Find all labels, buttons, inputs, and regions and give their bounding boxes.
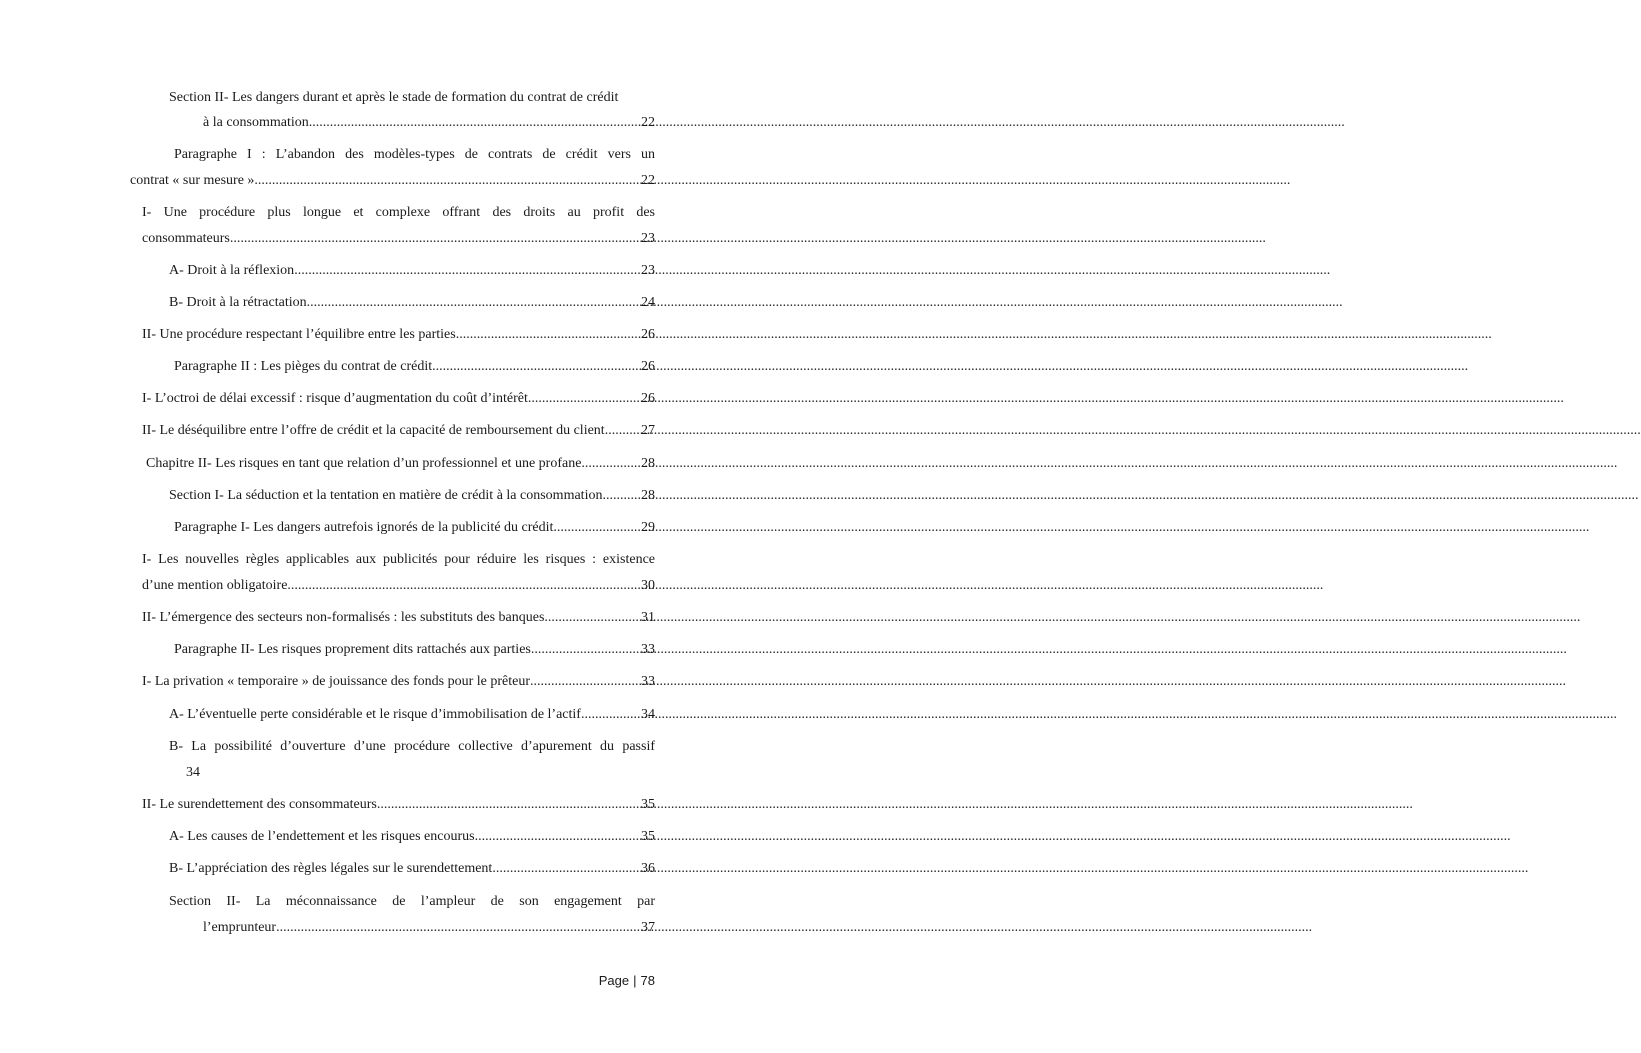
toc-entry-label: A- Droit à la réflexion bbox=[169, 263, 295, 278]
toc-entry-continuation bbox=[130, 172, 655, 190]
toc-entry bbox=[142, 422, 655, 440]
toc-entry bbox=[174, 146, 655, 164]
leader-dots bbox=[432, 358, 639, 376]
page-footer bbox=[599, 973, 655, 988]
toc-page-number: 33 bbox=[641, 674, 655, 689]
toc-page-number: 24 bbox=[641, 295, 655, 310]
toc-page-number: 26 bbox=[641, 391, 655, 406]
page-number: 78 bbox=[640, 973, 655, 988]
leader-dots bbox=[309, 114, 639, 132]
toc-entry-label: Section I- La séduction et la tentation en matière de crédit à la consommation bbox=[169, 488, 603, 503]
toc-entry-label: consommateurs bbox=[142, 231, 230, 246]
toc-entry bbox=[169, 706, 655, 724]
toc-entry-label: A- Les causes de l’endettement et les risques encourus bbox=[169, 829, 475, 844]
toc-entry-label: B- La possibilité d’ouverture d’une procédure collective d’apurement du passif bbox=[169, 739, 655, 754]
leader-dots bbox=[492, 860, 639, 878]
toc-page-number: 26 bbox=[641, 359, 655, 374]
toc-entry-label: II- Le déséquilibre entre l’offre de crédit et la capacité de remboursement du client bbox=[142, 423, 605, 438]
toc-entry bbox=[169, 828, 655, 846]
toc-page-number: 34 bbox=[641, 707, 655, 722]
toc-entry bbox=[174, 641, 655, 659]
leader-dots bbox=[294, 262, 639, 280]
table-of-contents bbox=[0, 0, 745, 1053]
toc-entry-continuation bbox=[203, 114, 655, 132]
leader-dots bbox=[602, 487, 639, 505]
toc-page-number: 37 bbox=[641, 920, 655, 935]
toc-entry-label: Paragraphe II- Les risques proprement dits rattachés aux parties bbox=[174, 642, 531, 657]
toc-entry bbox=[142, 204, 655, 222]
toc-entry-label: Paragraphe II : Les pièges du contrat de crédit bbox=[174, 359, 433, 374]
toc-entry-label: II- Le surendettement des consommateurs bbox=[142, 797, 377, 812]
page-label: Page bbox=[598, 973, 630, 988]
toc-entry-continuation bbox=[186, 764, 655, 782]
toc-entry bbox=[169, 89, 655, 107]
toc-entry bbox=[174, 519, 655, 537]
toc-entry bbox=[142, 673, 655, 691]
toc-page-number: 36 bbox=[641, 861, 655, 876]
leader-dots bbox=[531, 641, 639, 659]
toc-entry-label: I- Une procédure plus longue et complexe offrant des droits au profit des bbox=[142, 205, 655, 220]
toc-page-number: 35 bbox=[641, 829, 655, 844]
toc-page-number: 23 bbox=[641, 231, 655, 246]
leader-dots bbox=[581, 706, 639, 724]
toc-entry-label: II- Une procédure respectant l’équilibre entre les parties bbox=[142, 327, 456, 342]
leader-dots bbox=[276, 919, 639, 937]
toc-entry bbox=[169, 738, 655, 756]
leader-dots bbox=[307, 294, 639, 312]
leader-dots bbox=[530, 673, 639, 691]
toc-page-number: 26 bbox=[641, 327, 655, 342]
toc-page-number: 33 bbox=[641, 642, 655, 657]
toc-page-number: 23 bbox=[641, 263, 655, 278]
toc-page-number: 30 bbox=[641, 578, 655, 593]
toc-entry bbox=[169, 860, 655, 878]
leader-dots bbox=[254, 172, 639, 190]
toc-entry bbox=[174, 358, 655, 376]
toc-entry-label: contrat « sur mesure » bbox=[130, 173, 255, 188]
toc-page-number: 29 bbox=[641, 520, 655, 535]
toc-entry-label: Chapitre II- Les risques en tant que relation d’un professionnel et une profane bbox=[146, 456, 582, 471]
toc-entry-label: I- Les nouvelles règles applicables aux publicités pour réduire les risques : existence bbox=[142, 552, 655, 567]
leader-dots bbox=[544, 609, 639, 627]
leader-dots bbox=[377, 796, 639, 814]
toc-entry-label: I- La privation « temporaire » de jouissance des fonds pour le prêteur bbox=[142, 674, 530, 689]
leader-dots bbox=[581, 455, 639, 473]
toc-entry bbox=[142, 390, 655, 408]
toc-entry-label: B- L’appréciation des règles légales sur le surendettement bbox=[169, 861, 493, 876]
toc-page-number: 35 bbox=[641, 797, 655, 812]
toc-entry bbox=[169, 294, 655, 312]
toc-entry bbox=[169, 893, 655, 911]
leader-dots bbox=[287, 577, 639, 595]
toc-entry bbox=[146, 455, 655, 473]
toc-entry bbox=[142, 326, 655, 344]
toc-page-number: 22 bbox=[641, 115, 655, 130]
toc-entry-continuation bbox=[142, 577, 655, 595]
toc-page-number: 34 bbox=[186, 765, 200, 780]
toc-entry bbox=[142, 796, 655, 814]
toc-entry bbox=[169, 262, 655, 280]
leader-dots bbox=[528, 390, 639, 408]
toc-entry bbox=[142, 609, 655, 627]
toc-entry-label: I- L’octroi de délai excessif : risque d’augmentation du coût d’intérêt bbox=[142, 391, 528, 406]
toc-entry-continuation bbox=[142, 230, 655, 248]
leader-dots bbox=[475, 828, 639, 846]
toc-entry bbox=[169, 487, 655, 505]
toc-entry-label: A- L’éventuelle perte considérable et le risque d’immobilisation de l’actif bbox=[169, 707, 581, 722]
toc-entry-label: à la consommation bbox=[203, 115, 309, 130]
toc-entry-label: Paragraphe I- Les dangers autrefois ignorés de la publicité du crédit bbox=[174, 520, 554, 535]
page-separator: | bbox=[633, 973, 637, 988]
toc-page-number: 28 bbox=[641, 488, 655, 503]
toc-entry-label: B- Droit à la rétractation bbox=[169, 295, 307, 310]
toc-entry-label: d’une mention obligatoire bbox=[142, 578, 288, 593]
leader-dots bbox=[605, 422, 639, 440]
toc-entry bbox=[142, 551, 655, 569]
toc-entry-label: Section II- La méconnaissance de l’ampleur de son engagement par bbox=[169, 894, 655, 909]
toc-page-number: 27 bbox=[641, 423, 655, 438]
toc-page-number: 31 bbox=[641, 610, 655, 625]
toc-entry-label: Paragraphe I : L’abandon des modèles-types de contrats de crédit vers un bbox=[174, 147, 655, 162]
toc-entry-continuation bbox=[203, 919, 655, 937]
toc-page-number: 28 bbox=[641, 456, 655, 471]
leader-dots bbox=[553, 519, 639, 537]
leader-dots bbox=[230, 230, 639, 248]
toc-entry-label: II- L’émergence des secteurs non-formalisés : les substituts des banques bbox=[142, 610, 545, 625]
toc-entry-label: Section II- Les dangers durant et après le stade de formation du contrat de crédit bbox=[169, 90, 619, 105]
toc-entry-label: l’emprunteur bbox=[203, 920, 277, 935]
leader-dots bbox=[456, 326, 639, 344]
toc-page-number: 22 bbox=[641, 173, 655, 188]
